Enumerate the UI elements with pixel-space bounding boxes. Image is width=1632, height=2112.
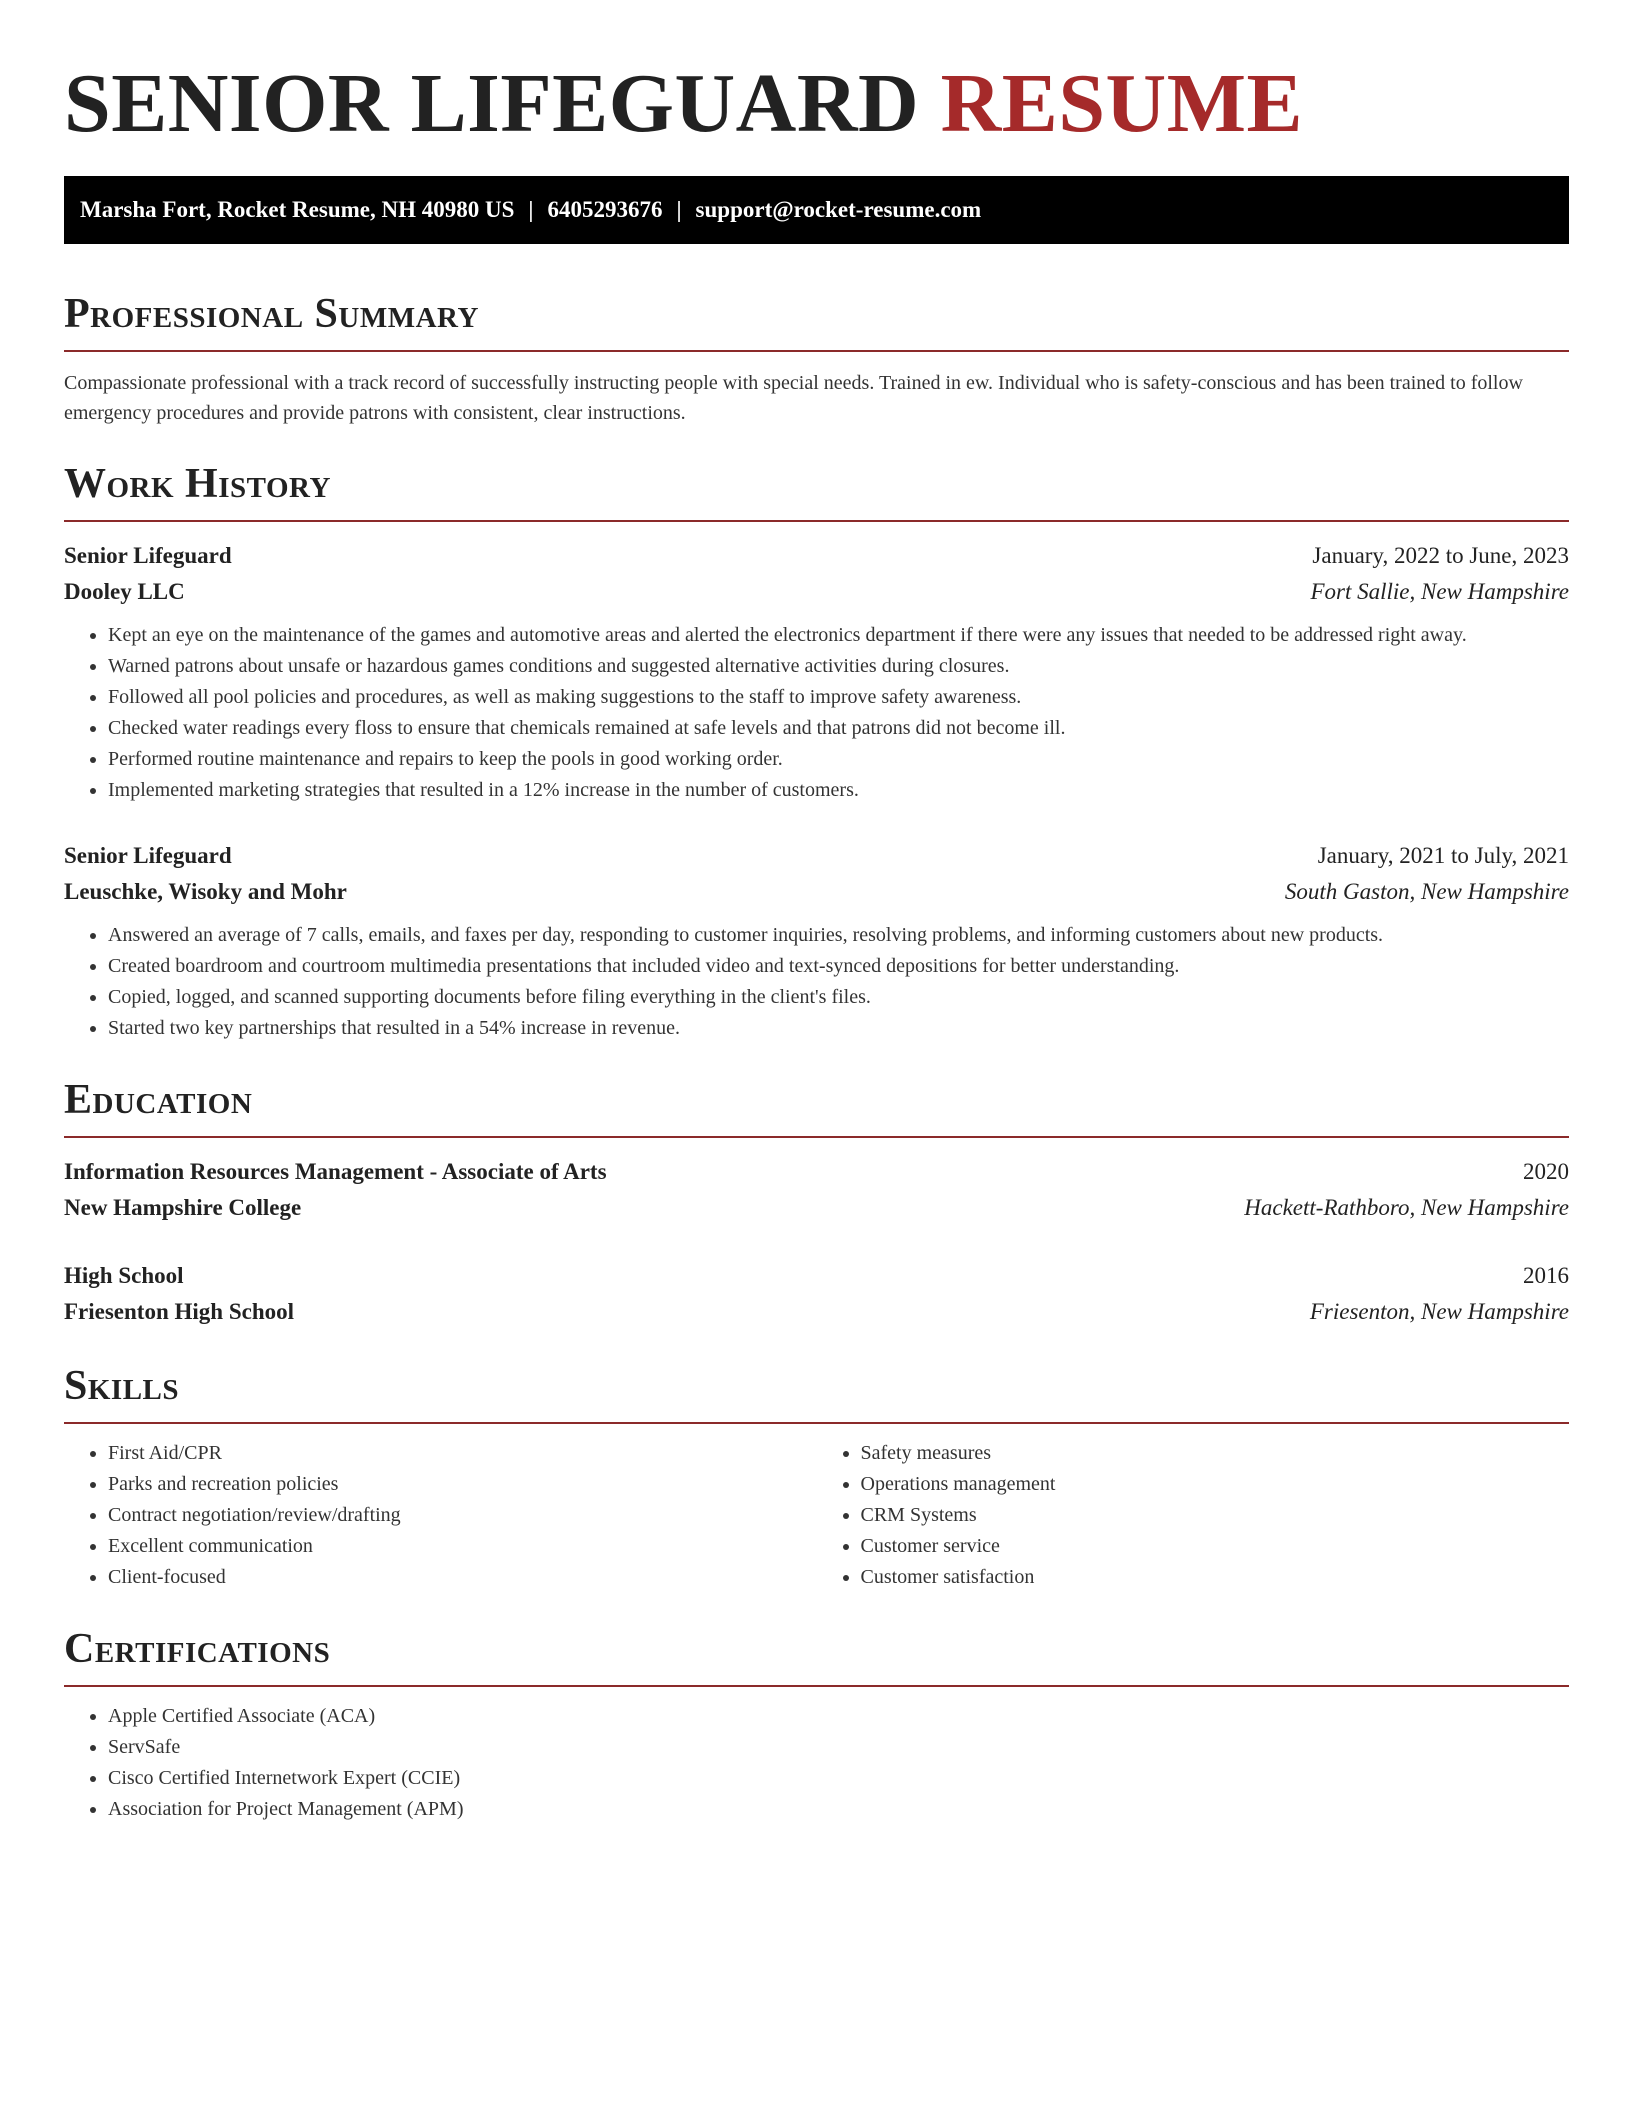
contact-address: Marsha Fort, Rocket Resume, NH 40980 US (80, 197, 515, 222)
list-item: • ServSafe (108, 1732, 1569, 1763)
summary-heading: Professional Summary (64, 286, 1569, 352)
education-entry (64, 1154, 1569, 1226)
education-degree-row (64, 1258, 1569, 1294)
list-item: • Customer service (861, 1531, 1570, 1562)
list-item: • Answered an average of 7 calls, emails, and faxes per day, responding to customer inquiries, resolving problems, and informing customers about new products. (108, 920, 1569, 951)
resume-page (64, 0, 1569, 1825)
resume-title (64, 0, 1569, 156)
job-title-row (64, 538, 1569, 574)
education-location: Hackett-Rathboro, New Hampshire (1244, 1195, 1569, 1220)
list-item: • Cisco Certified Internetwork Expert (CCIE) (108, 1763, 1569, 1794)
education-degree: Information Resources Management - Associate of Arts (64, 1159, 607, 1184)
skills-columns (64, 1438, 1569, 1593)
job-company: Dooley LLC (64, 579, 185, 604)
list-item: • First Aid/CPR (108, 1438, 817, 1469)
contact-email: support@rocket-resume.com (695, 197, 982, 222)
job-title: Senior Lifeguard (64, 843, 232, 868)
job-entry (64, 838, 1569, 1044)
list-item: • Kept an eye on the maintenance of the games and automotive areas and alerted the electronics department if there were any issues that needed to be addressed right away. (108, 620, 1569, 651)
education-entry (64, 1258, 1569, 1330)
list-item: • Started two key partnerships that resulted in a 54% increase in revenue. (108, 1013, 1569, 1044)
education-degree: High School (64, 1263, 184, 1288)
list-item: • Operations management (861, 1469, 1570, 1500)
job-title-row (64, 838, 1569, 874)
job-dates: January, 2022 to June, 2023 (1312, 543, 1569, 568)
list-item: • Performed routine maintenance and repairs to keep the pools in good working order. (108, 744, 1569, 775)
skills-list-right (817, 1438, 1570, 1593)
summary-section (64, 286, 1569, 428)
certifications-list (64, 1701, 1569, 1825)
education-section (64, 1072, 1569, 1330)
title-main: SENIOR LIFEGUARD (64, 57, 920, 150)
certifications-section (64, 1621, 1569, 1825)
job-company-row (64, 574, 1569, 610)
list-item: • Apple Certified Associate (ACA) (108, 1701, 1569, 1732)
title-accent: RESUME (940, 57, 1304, 150)
job-title: Senior Lifeguard (64, 543, 232, 568)
list-item: • Contract negotiation/review/drafting (108, 1500, 817, 1531)
contact-bar (64, 176, 1569, 244)
job-dates: January, 2021 to July, 2021 (1317, 843, 1569, 868)
job-entry (64, 538, 1569, 806)
education-school: New Hampshire College (64, 1195, 302, 1220)
contact-separator: | (676, 197, 682, 222)
contact-separator: | (528, 197, 534, 222)
list-item: • Copied, logged, and scanned supporting documents before filing everything in the client's files. (108, 982, 1569, 1013)
list-item: • Implemented marketing strategies that resulted in a 12% increase in the number of customers. (108, 775, 1569, 806)
education-location: Friesenton, New Hampshire (1309, 1299, 1569, 1324)
list-item: • Safety measures (861, 1438, 1570, 1469)
job-company-row (64, 874, 1569, 910)
education-year: 2016 (1523, 1263, 1569, 1288)
list-item: • Parks and recreation policies (108, 1469, 817, 1500)
skills-list-left (64, 1438, 817, 1593)
list-item: • Warned patrons about unsafe or hazardous games conditions and suggested alternative activities during closures. (108, 651, 1569, 682)
education-degree-row (64, 1154, 1569, 1190)
job-location: South Gaston, New Hampshire (1284, 879, 1569, 904)
list-item: • Checked water readings every floss to ensure that chemicals remained at safe levels and that patrons did not become ill. (108, 713, 1569, 744)
contact-phone: 6405293676 (547, 197, 663, 222)
skills-section (64, 1358, 1569, 1593)
education-school-row (64, 1294, 1569, 1330)
work-section (64, 456, 1569, 1044)
education-heading: Education (64, 1072, 1569, 1138)
list-item: • Excellent communication (108, 1531, 817, 1562)
list-item: • Followed all pool policies and procedures, as well as making suggestions to the staff to improve safety awareness. (108, 682, 1569, 713)
list-item: • Customer satisfaction (861, 1562, 1570, 1593)
job-bullets (64, 920, 1569, 1044)
job-bullets (64, 620, 1569, 806)
summary-text: Compassionate professional with a track record of successfully instructing people with special needs. Trained in ew. Individual who is safety-conscious and has been trained to follow emergency procedures and provide patrons with consistent, clear instructions. (64, 372, 1523, 424)
education-year: 2020 (1523, 1159, 1569, 1184)
education-school: Friesenton High School (64, 1299, 295, 1324)
job-company: Leuschke, Wisoky and Mohr (64, 879, 347, 904)
work-heading: Work History (64, 456, 1569, 522)
job-location: Fort Sallie, New Hampshire (1310, 579, 1569, 604)
skills-heading: Skills (64, 1358, 1569, 1424)
list-item: • Created boardroom and courtroom multimedia presentations that included video and text-synced depositions for better understanding. (108, 951, 1569, 982)
education-school-row (64, 1190, 1569, 1226)
list-item: • Client-focused (108, 1562, 817, 1593)
list-item: • CRM Systems (861, 1500, 1570, 1531)
list-item: • Association for Project Management (APM) (108, 1794, 1569, 1825)
certifications-heading: Certifications (64, 1621, 1569, 1687)
